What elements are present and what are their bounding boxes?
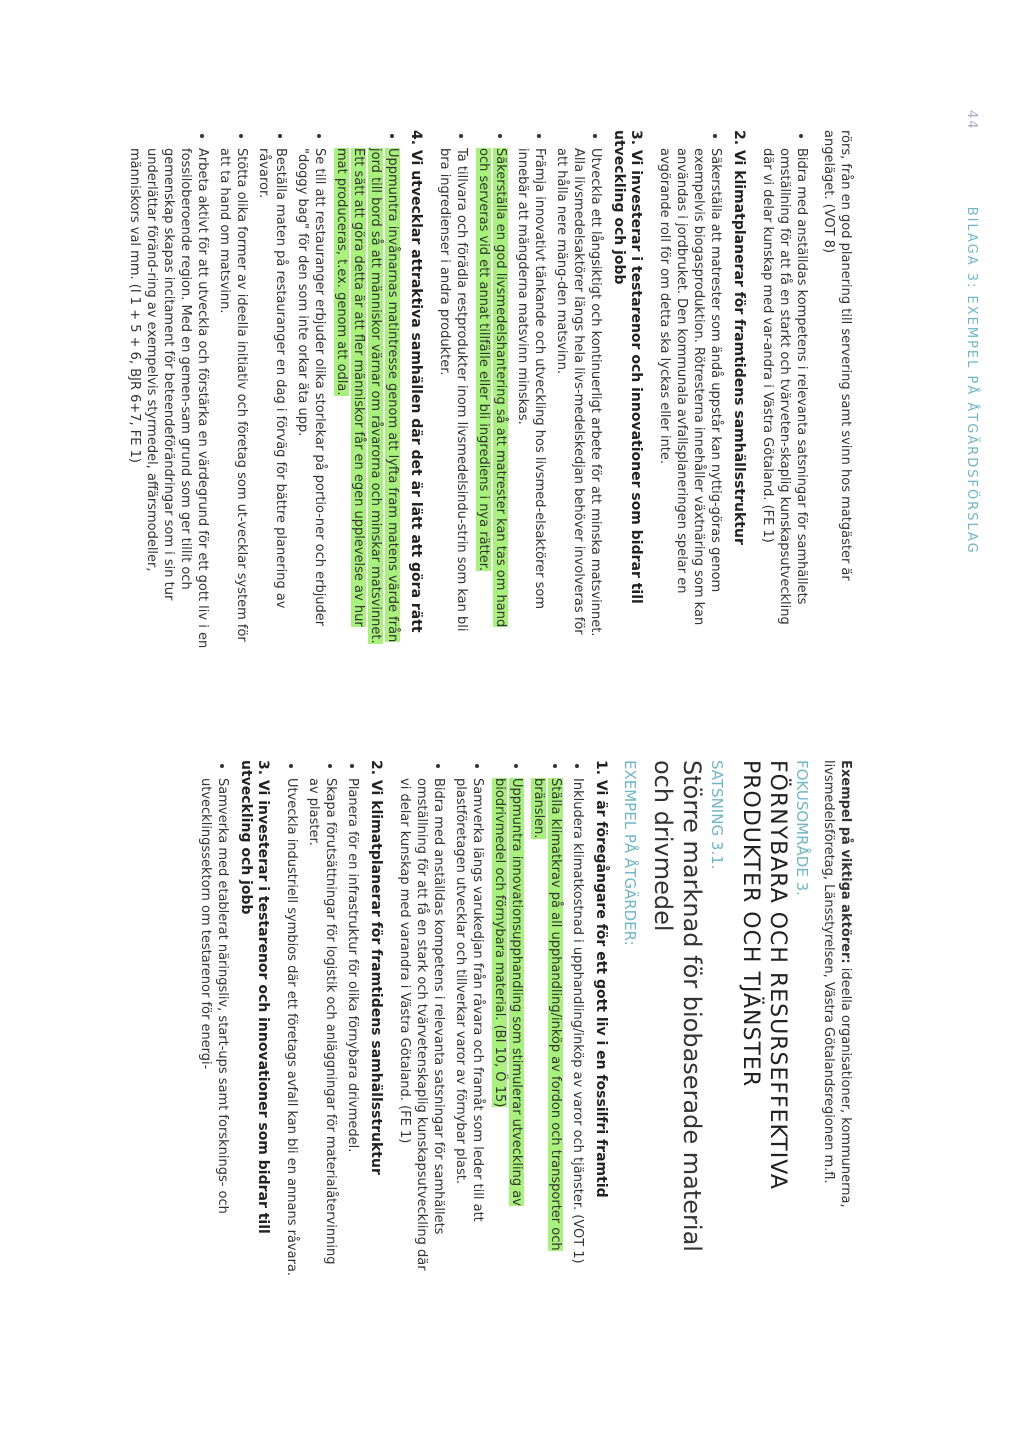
list-item-highlighted (475, 148, 509, 650)
page-number: 44 (964, 110, 979, 131)
section-list (396, 760, 586, 1280)
page-header-title: BILAGA 3: EXEMPEL PÅ ÅTGÄRDSFÖRSLAG (964, 206, 979, 555)
section-list (656, 130, 724, 650)
section-list (436, 130, 604, 650)
list-item: • Skapa förutsättningar för logistik och anläggningar för materialåtervinning av plaster. (305, 778, 339, 1280)
list-item: • Arbeta aktivt för att utveckla och förstärka en värdegrund för ett gott liv i en fossiloberoende region. Med en gemen-sam grund som ger tillit och gemenskap skapas incitament för beteendeförändringar som i sin tur underlättar föränd-ring av exempelvis styrmedel, affärsmodeller, människors val mm. (I 1 + 5 + 6, BJR 6+7, FE 1) (126, 148, 211, 650)
highlighted-text: Uppmuntra innovationsupphandling som stimulerar utveckling av biodrivmedel och förnybara material. (BI 10, Ö 15) (492, 778, 524, 1206)
list-item-highlighted (491, 778, 525, 1280)
list-item: • Främja innovativt tänkande och utveckling hos livsmed-elsaktörer som innebär att mängderna matsvinn minskas. (514, 148, 548, 650)
highlighted-text: Uppmuntra invånarnas matintresse genom att lyfta fram matens värde från jord till bord så att människor värnar om råvarorna och minskar matsvinnet. Ett sätt att göra detta är att fler människor får en egen upplevelse av hur mat produceras, t.ex. genom att odla. (334, 148, 400, 644)
highlighted-text: Säkerställa en god livsmedelshantering så att matrester kan tas om hand och serveras vid ett annat tillfälle eller bli ingrediens i nya rätter. (476, 148, 508, 628)
section-heading: 2. Vi klimatplanerar för framtidens samhällsstruktur (368, 760, 384, 1175)
list-item-highlighted (333, 148, 401, 650)
list-item: • Samverka med etablerat näringsliv, start-ups samt forsknings- och utvecklingssektorn om testarenor för energi- (197, 778, 231, 1280)
section-list (197, 760, 231, 1280)
list-item-highlighted (530, 778, 564, 1280)
initiative-title: Större marknad för biobaserade material och drivmedel (649, 760, 706, 1252)
section-heading: 3. Vi investerar i testarenor och innovationer som bidrar till utveckling och jobb (238, 760, 271, 1234)
section-heading: 2. Vi klimatplanerar för framtidens samhällsstruktur (731, 130, 747, 545)
actors-label: Exempel på viktiga aktörer: (838, 760, 853, 964)
list-item: • Ta tillvara och förädla restprodukter inom livsmedelsindu-strin som kan bli bra ingredienser i andra produkter. (436, 148, 470, 650)
section-list (283, 760, 361, 1280)
list-item: • Beställa maten på restauranger en dag i förväg för bättre planering av råvaror. (255, 148, 289, 650)
list-item: • Bidra med anställdas kompetens i relevanta satsningar för samhällets omställning för att få en stark och tvärvetenskaplig kunskapsutveckling där vi delar kunskap med varandra i Västra Götaland. (FE 1) (396, 778, 447, 1280)
examples-kicker: EXEMPEL PÅ ÅTGÄRDER: (621, 760, 639, 946)
actors-text: ideella organisationer, kommunerna, livsmedelsföretag, Länsstyrelsen, Västra Götalandsregionen m.fl. (821, 760, 853, 1208)
list-item: • Inkludera klimatkostnad i upphandling/inköp av varor och tjänster. (VOT 1) (569, 778, 586, 1280)
list-item: • Utveckla ett långsiktigt och kontinuerligt arbete för att minska matsvinnet. Alla livsmedelsaktörer längs hela livs-medelskedjan behöver involveras för att hålla nere mäng-den matsvinn. (553, 148, 604, 650)
list-item: • Utveckla industriell symbios där ett företags avfall kan bli en annans råvara. (283, 778, 300, 1280)
list-item: • Bidra med anställdas kompetens i relevanta satsningar för samhällets omställning för att få en starkt och tvärveten-skaplig kunskapsutveckling där vi delar kunskap med var-andra i Västra Götaland. (FE 1) (759, 148, 810, 650)
section-heading: 4. Vi utvecklar attraktiva samhällen där det är lätt att göra rätt (408, 130, 424, 633)
section-heading: 1. Vi är föregångare för ett gott liv i en fossilfri framtid (593, 760, 609, 1198)
list-item: • Se till att restauranger erbjuder olika storlekar på portio-ner och erbjuder "doggy bag" för den som inte orkar äta upp. (294, 148, 328, 650)
focus-area-title: FÖRNYBARA OCH RESURSEFFEKTIVA PRODUKTER OCH TJÄNSTER (738, 760, 790, 1190)
section-list (126, 130, 401, 650)
section-heading: 3. Vi investerar i testarenor och innovationer som bidrar till utveckling och jobb (611, 130, 644, 604)
intro-list (759, 130, 810, 650)
list-item: • Samverka längs varukedjan från råvara och framåt som leder till att plastföretagen utvecklar och tillverkar varor av förnybar plast. (452, 778, 486, 1280)
initiative-kicker: SATSNING 3.1. (708, 760, 726, 870)
actors-paragraph (820, 760, 854, 1280)
right-column (189, 760, 854, 1280)
list-item: • Säkerställa att matrester som ändå uppstår kan nyttig-göras genom exempelvis biogasproduktion. Rötresterna innehåller växtnäring som kan användas i jordbruket. Den kommunala avfallsplaneringen spelar en avgörande roll för om detta ska lyckas eller inte. (656, 148, 724, 650)
list-item: • Stötta olika former av ideella initiativ och företag som ut-vecklar system för att ta hand om matsvinn. (216, 148, 250, 650)
page-header (964, 110, 979, 1410)
list-item: • Planera för en infrastruktur för olika förnybara drivmedel. (344, 778, 361, 1280)
left-column (118, 130, 854, 650)
intro-text: rörs, från en god planering till servering samt svinn hos matgäster är angeläget. (VOT 8) (821, 130, 853, 581)
focus-area-kicker: FOKUSOMRÅDE 3. (793, 760, 811, 896)
highlighted-text: Ställa klimatkrav på all upphandling/inköp av fordon och transporter och bränslen. (531, 778, 563, 1251)
